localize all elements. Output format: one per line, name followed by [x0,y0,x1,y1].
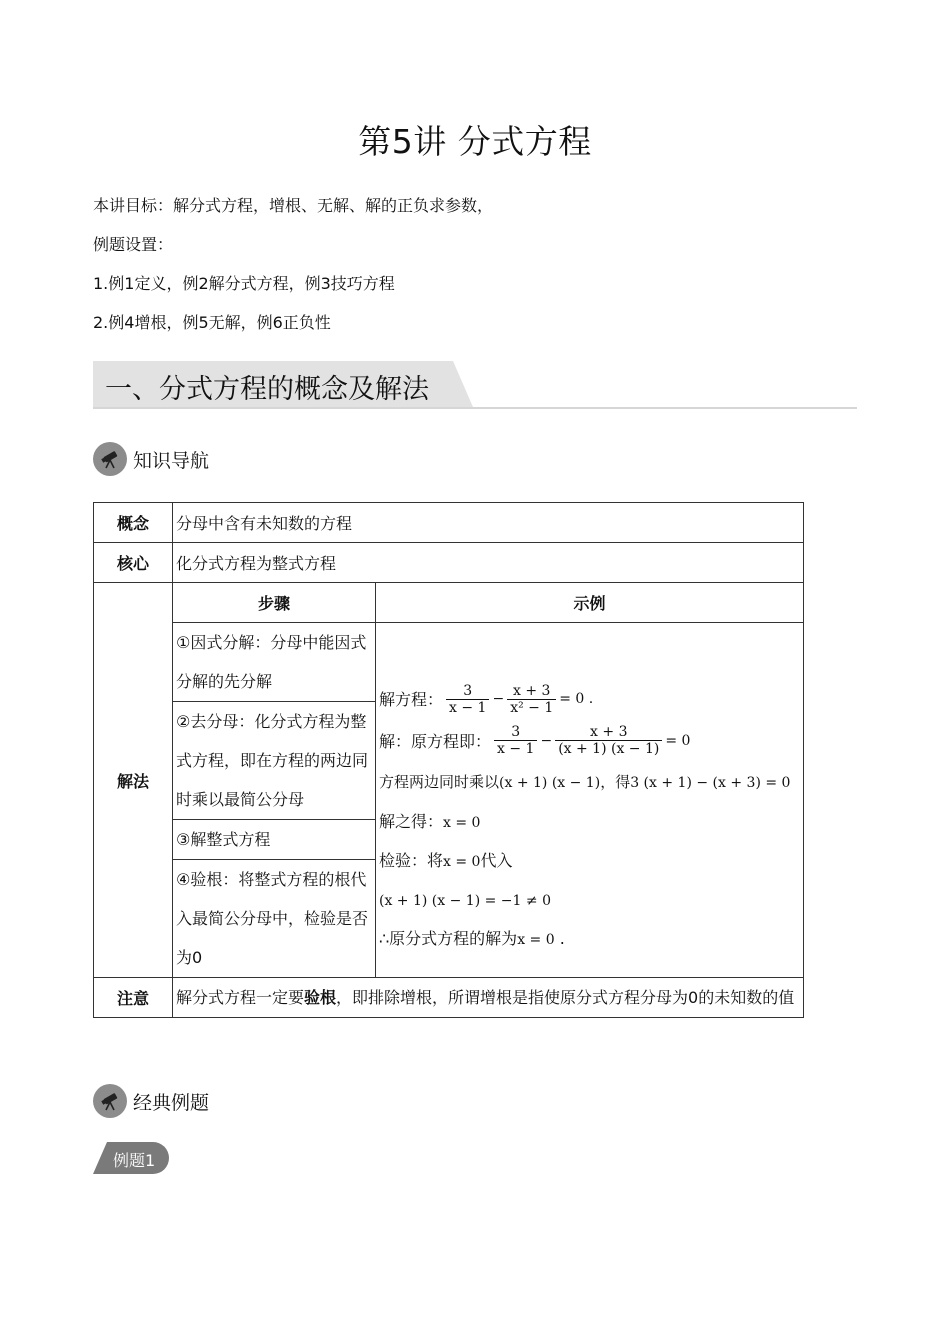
fraction: $\frac{x + 3}{(x + 1) (x - 1)}$ [555,725,662,757]
example-cell [376,623,804,978]
intro-line-2: 2.例4增根，例5无解，例6正负性 [93,313,331,332]
method-label: 解法 [94,583,173,978]
intro-line-1: 1.例1定义，例2解分式方程，例3技巧方程 [93,274,395,293]
example-line-5: 检验：将x = 0代入 [379,851,513,870]
classic-examples-label: 经典例题 [133,1091,210,1114]
telescope-icon [93,442,127,476]
step-1: ①因式分解：分母中能因式分解的先分解 [173,623,376,702]
example-line-2: 解：原方程即： $\frac{3}{x - 1}$ − $\frac{x + 3}{(x + 1) (x - 1)}$ = 0 [379,724,691,757]
section-header [93,361,857,407]
example-header: 示例 [376,583,804,623]
page-title: 第5讲 分式方程 [358,122,592,161]
example-line-1: 解方程： $\frac{3}{x - 1}$ − $\frac{x + 3}{\text{x² − 1}}$ = 0 . [379,682,594,716]
table-row-step-1 [94,623,804,702]
classic-examples-heading [93,1084,209,1118]
section-title: 一、分式方程的概念及解法 [105,374,429,405]
knowledge-nav-label: 知识导航 [133,449,210,472]
note-text: 解分式方程一定要验根，即排除增根，所谓增根是指使原分式方程分母为0的未知数的值 [173,978,804,1018]
telescope-icon [93,1084,127,1118]
example-line-7: ∴原分式方程的解为x = 0 . [379,929,565,948]
step-2: ②去分母：化分式方程为整式方程，即在方程的两边同时乘以最简公分母 [173,702,376,820]
example-tag [93,1142,169,1174]
fraction: $\frac{x + 3}{\text{x² − 1}}$ [507,684,556,716]
example-line-3: 方程两边同时乘以(x + 1) (x − 1)，得3 (x + 1) − (x + 3) = 0 [379,773,791,791]
example-line-4: 解之得：x = 0 [379,812,481,831]
intro-setup: 例题设置： [93,235,174,254]
table-row-concept [94,503,804,543]
intro-goal: 本讲目标：解分式方程，增根、无解、解的正负求参数， [93,196,494,215]
table-row-note [94,978,804,1018]
concept-text: 分母中含有未知数的方程 [173,503,804,543]
core-text: 化分式方程为整式方程 [173,543,804,583]
core-label: 核心 [94,543,173,583]
fraction: $\frac{3}{x - 1}$ [446,684,489,716]
step-4: ④验根：将整式方程的根代入最简公分母中，检验是否为0 [173,860,376,978]
table-row-method-header [94,583,804,623]
note-label: 注意 [94,978,173,1018]
step-3: ③解整式方程 [173,820,376,860]
table-row-core [94,543,804,583]
example-tag-label: 例题1 [113,1151,156,1170]
concept-label: 概念 [94,503,173,543]
knowledge-nav-heading [93,442,209,476]
example-line-6: (x + 1) (x − 1) = −1 ≠ 0 [379,893,551,909]
steps-header: 步骤 [173,583,376,623]
knowledge-table [93,502,804,1018]
fraction: $\frac{3}{x - 1}$ [494,725,537,757]
